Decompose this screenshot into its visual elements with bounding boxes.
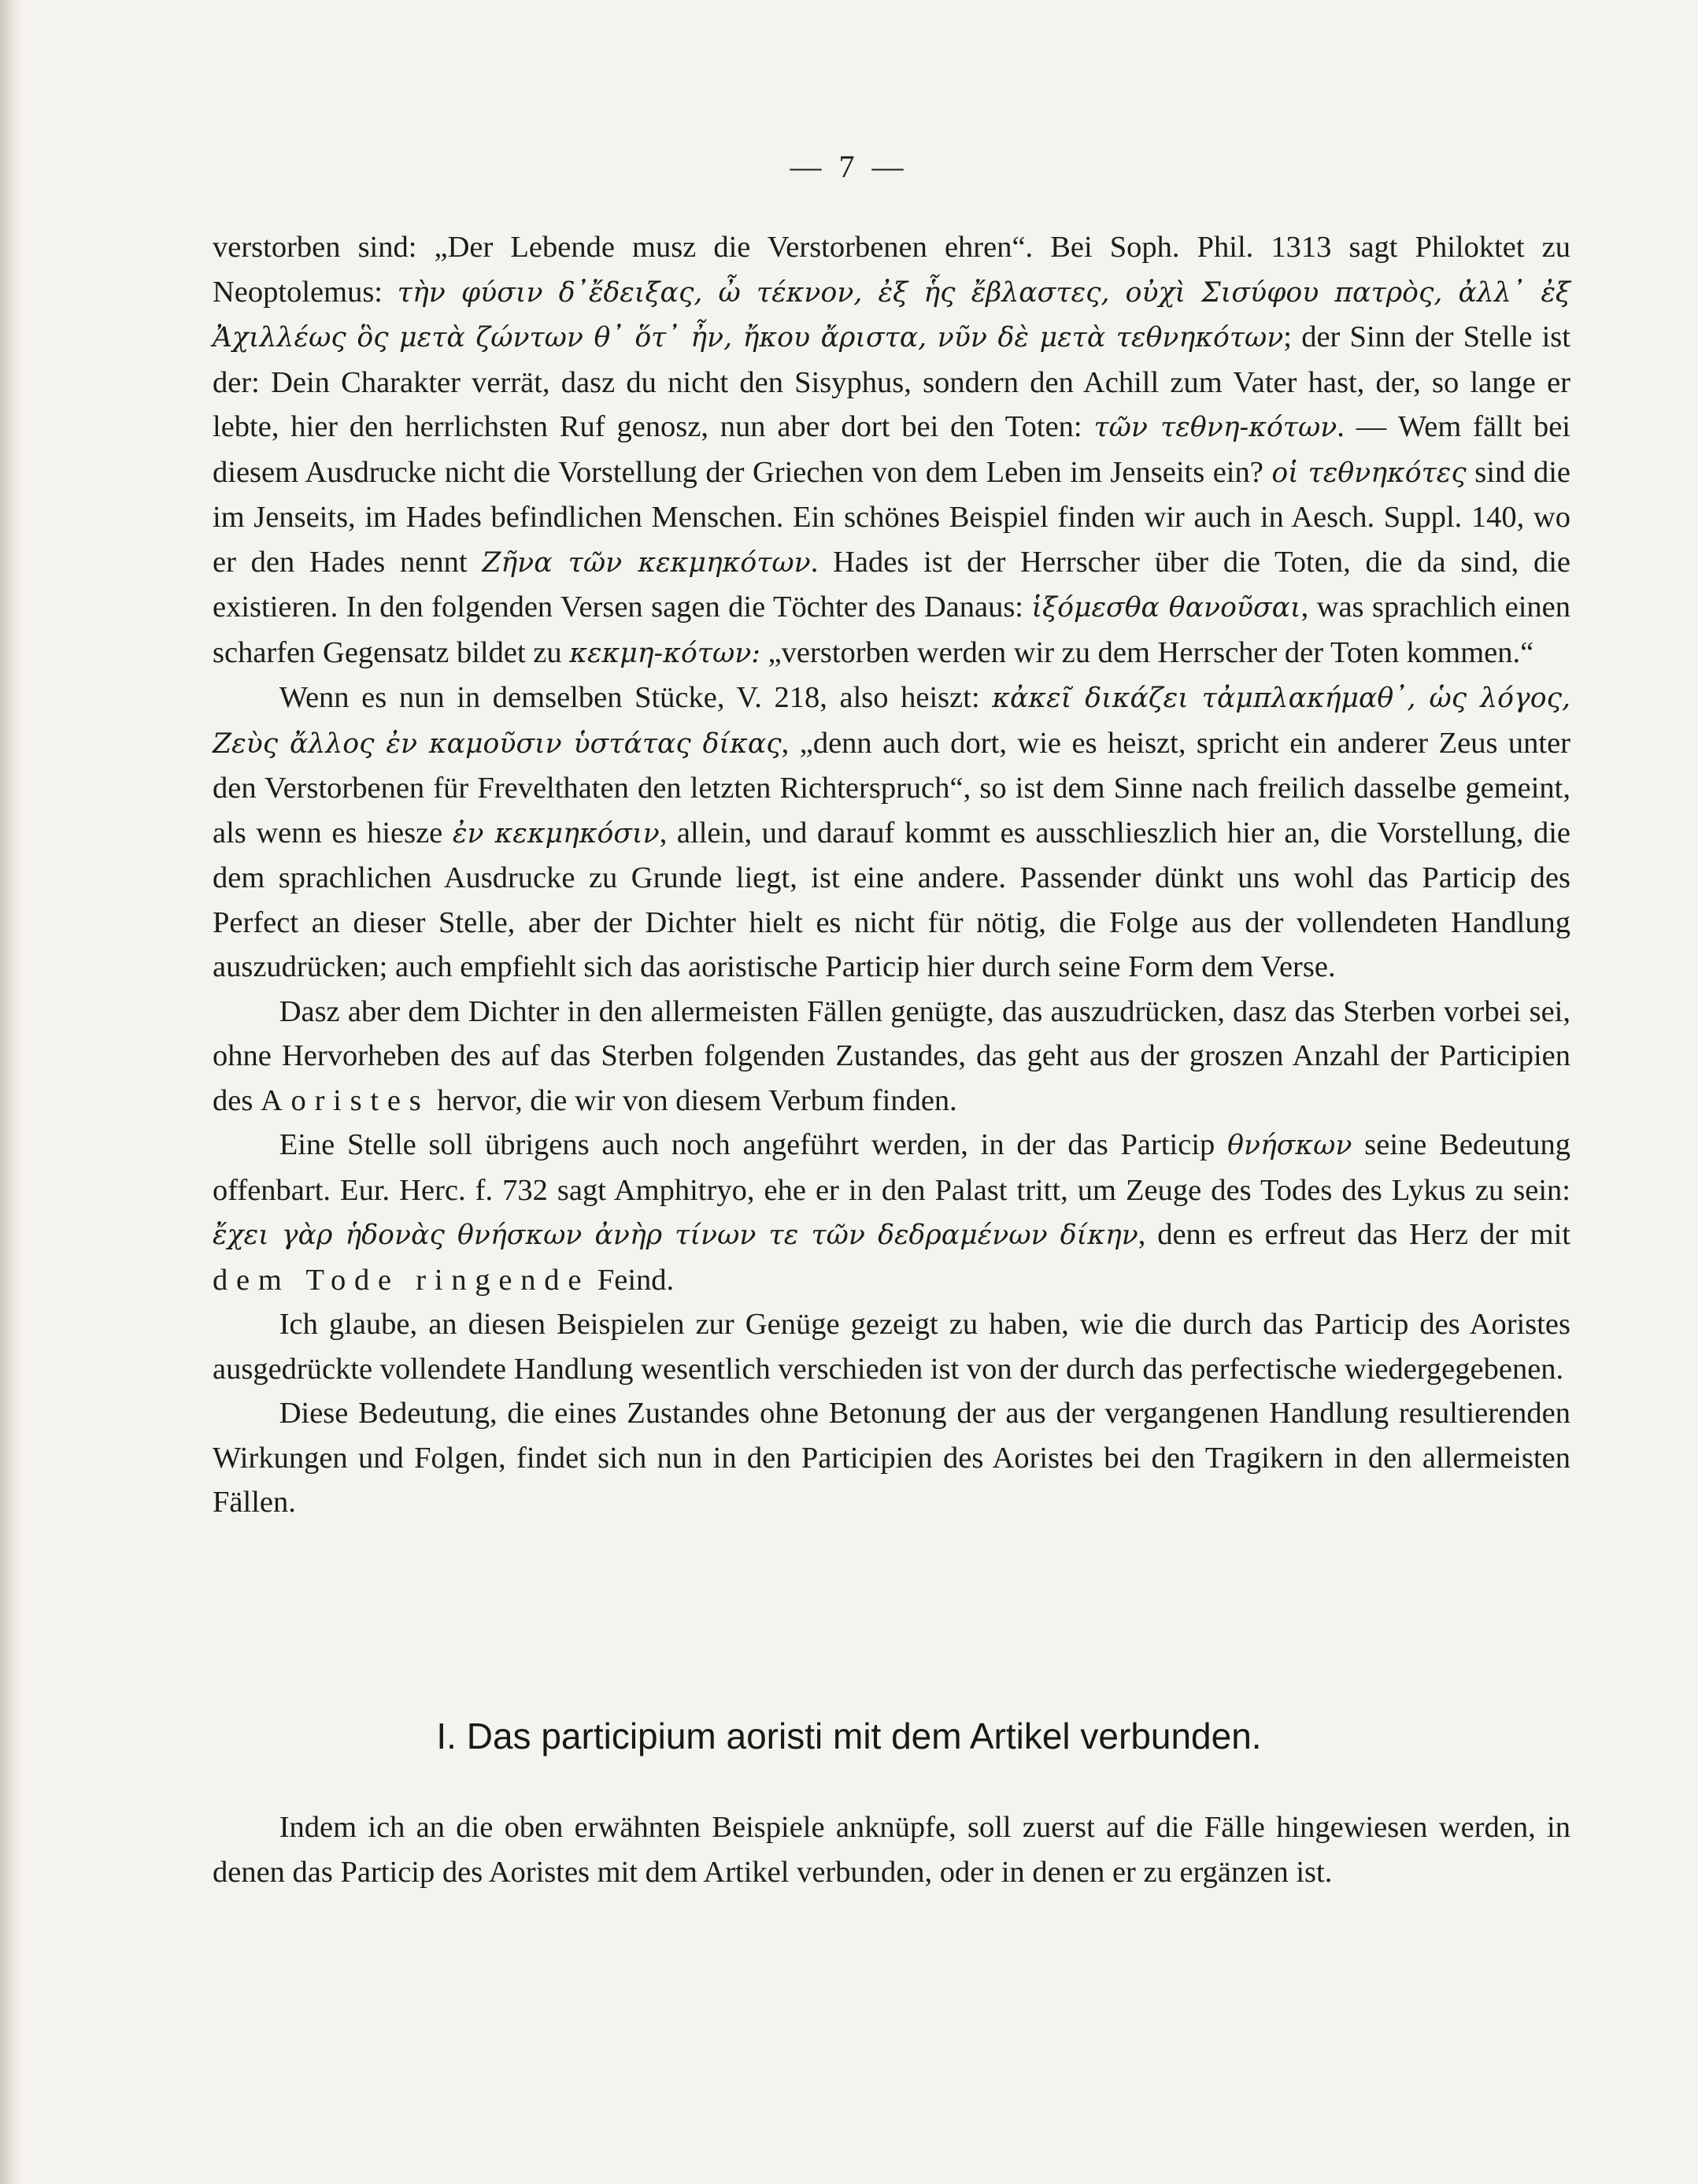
text-run: Indem ich an die oben erwähnten Beispiele anknüpfe, soll zuerst auf die Fälle hingewiesen werden, in denen das Particip des Aoristes mit dem Artikel verbunden, oder in denen er zu ergänzen ist. xyxy=(213,1811,1570,1889)
text-run: sind die im Jenseits, im Hades befindlichen Menschen. Ein schönes Beispiel finden wir auch in Aesch. Suppl. 140, wo er den Hades nennt xyxy=(213,455,1570,579)
emphasis-spaced: dem Tode ringende xyxy=(213,1263,590,1297)
text-run: Eine Stelle soll übrigens auch noch angeführt werden, in der das Particip xyxy=(279,1128,1228,1161)
text-run: hervor, die wir von diesem Verbum finden. xyxy=(429,1083,957,1117)
greek-quote: ἔχει γὰρ ἡδονὰς θνήσκων ἀνὴρ τίνων τε τῶν δεδραμένων δίκην xyxy=(213,1220,1138,1251)
paragraph xyxy=(213,225,1570,676)
greek-quote: οἱ τεθνηκότες xyxy=(1271,457,1467,489)
text-run: Feind. xyxy=(590,1263,675,1297)
main-text xyxy=(213,225,1570,1525)
text-run: Wenn es nun in demselben Stücke, V. 218, also heiszt: xyxy=(279,681,993,714)
scan-edge xyxy=(0,0,24,2184)
greek-quote: τῶν τεθνη-κότων xyxy=(1093,412,1337,443)
greek-quote: Ζῆνα τῶν κεκμηκότων xyxy=(482,546,811,579)
text-run: , „denn auch dort, wie es heiszt, spricht ein anderer Zeus unter den Verstorbenen für Frevelthaten den letzten Richterspruch“, so ist dem Sinne nach freilich dasselbe gemeint, als wenn es hiesze xyxy=(213,726,1571,850)
text-run: Ich glaube, an diesen Beispielen zur Genüge gezeigt zu haben, wie die durch das Particip des Aoristes ausgedrückte vollendete Handlung wesentlich verschieden ist von der durch das perfectische wiedergegebenen. xyxy=(213,1308,1570,1386)
paragraph xyxy=(213,1123,1570,1302)
text-run: Diese Bedeutung, die eines Zustandes ohne Betonung der aus der vergangenen Handlung resultierenden Wirkungen und Folgen, findet sich nun in den Participien des Aoristes bei den Tragikern in den allermeisten Fällen. xyxy=(213,1397,1570,1519)
text-run: . — Wem fällt bei diesem Ausdrucke nicht die Vorstellung der Griechen von dem Leben im Jenseits ein? xyxy=(213,410,1570,489)
text-run: . Hades ist der Herrscher über die Toten, die da sind, die existieren. In den folgenden Versen sagen die Töchter des Danaus: xyxy=(213,545,1570,624)
greek-quote: θνήσκων xyxy=(1227,1130,1352,1161)
greek-quote: κἀκεῖ δικάζει τἀμπλακήμαθ᾽, ὡς λόγος, Ζεὺς ἄλλος ἐν καμοῦσιν ὑστάτας δίκας xyxy=(213,683,1570,760)
page-number: — 7 — xyxy=(790,149,908,184)
emphasis-spaced: Aoristes xyxy=(260,1083,430,1117)
section-text xyxy=(213,1805,1570,1894)
text-run: , allein, und darauf kommt es ausschlieszlich hier an, die Vorstellung, die dem sprachlichen Ausdrucke zu Grunde liegt, ist eine andere. Passender dünkt uns wohl das Particip des Perfect an dieser Stelle, aber der Dichter hielt es nicht für nötig, die Folge aus der vollendeten Handlung auszudrücken; auch empfiehlt sich das aoristische Particip hier durch seine Form dem Verse. xyxy=(213,816,1570,983)
section-heading: I. Das participium aoristi mit dem Artikel verbunden. xyxy=(436,1716,1262,1756)
paragraph xyxy=(213,1391,1570,1525)
text-run: Dasz aber dem Dichter in den allermeisten Fällen genügte, das auszudrücken, dasz das Sterben vorbei sei, ohne Hervorheben des auf das Sterben folgenden Zustandes, das geht aus der groszen Anzahl der Participien des xyxy=(213,994,1570,1117)
text-run: , denn es erfreut das Herz der mit xyxy=(1138,1218,1570,1251)
paragraph xyxy=(213,676,1570,990)
text-run: , was sprachlich einen scharfen Gegensatz bildet zu xyxy=(213,590,1570,669)
text-run: ; der Sinn der Stelle ist der: Dein Charakter verrät, dasz du nicht den Sisyphus, sondern den Achill zum Vater hast, der, so lange er lebte, hier den herrlichsten Ruf genosz, nun aber dort bei den Toten: xyxy=(213,320,1570,443)
greek-quote: κεκμη-κότων: xyxy=(569,637,760,669)
greek-quote: τὴν φύσιν δ᾽ἔδειξας, ὦ τέκνον, ἐξ ἧς ἔβλαστες, οὐχὶ Σισύφου πατρὸς, ἀλλ᾽ ἐξ Ἀχιλλέως ὃς μετὰ ζώντων θ᾽ ὅτ᾽ ἦν, ἤκου ἄριστα, νῦν δὲ μετὰ τεθνηκότων xyxy=(213,276,1570,354)
paragraph xyxy=(213,1302,1570,1391)
paragraph xyxy=(213,990,1570,1123)
text-run: verstorben sind: „Der Lebende musz die Verstorbenen ehren“. Bei Soph. Phil. 1313 sagt Philoktet zu Neoptolemus: xyxy=(213,231,1570,309)
text-run: seine Bedeutung offenbart. Eur. Herc. f. 732 sagt Amphitryo, ehe er in den Palast tritt, um Zeuge des Todes des Lykus zu sein: xyxy=(213,1128,1570,1207)
greek-quote: ἐν κεκμηκόσιν xyxy=(452,817,660,850)
text-run: „verstorben werden wir zu dem Herrscher der Toten kommen.“ xyxy=(760,635,1534,669)
greek-quote: ἱξόμεσθα θανοῦσαι xyxy=(1031,592,1301,624)
paragraph xyxy=(213,1805,1570,1894)
